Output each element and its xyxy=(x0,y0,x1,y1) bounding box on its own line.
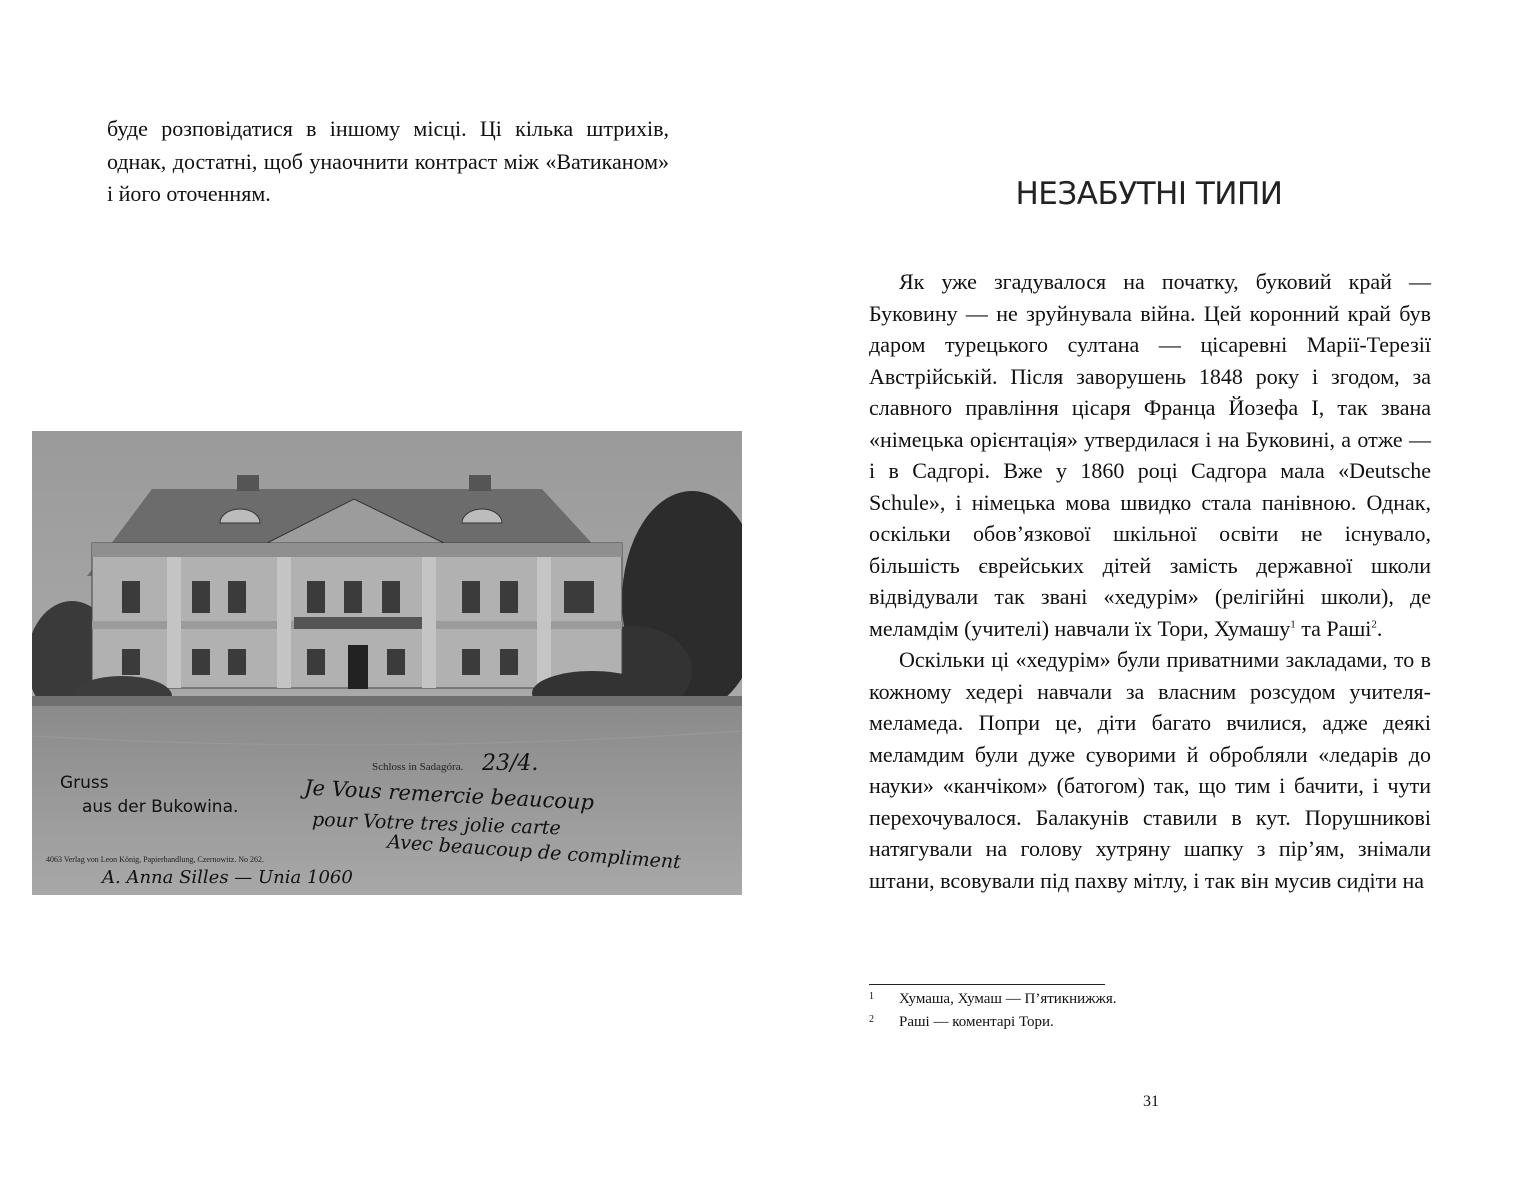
footnote-2 xyxy=(869,1011,1431,1034)
footnote-text: Раші — коментарі Тори. xyxy=(899,1014,1054,1030)
footnote-ref-1[interactable]: 1 xyxy=(1290,618,1296,631)
chapter-heading: НЕЗАБУТНІ ТИПИ xyxy=(1015,176,1283,212)
footnote-ref-2[interactable]: 2 xyxy=(1371,618,1377,631)
footnote-1 xyxy=(869,988,1431,1011)
left-page-text: буде розповідатися в іншому місці. Ці кілька штрихів, однак, достатні, щоб унаочнити контраст між «Ватиканом» і його оточенням. xyxy=(107,116,669,206)
postcard-caption: Schloss in Sadagóra. xyxy=(372,761,464,773)
postcard-greeting-2: aus der Bukowina. xyxy=(82,797,239,817)
footnote-number: 2 xyxy=(869,1014,874,1025)
paragraph-1: Як уже згадувалося на початку, буковий край — Буковину — не зруйнувала війна. Цей коронний край був даром турецького султана — цісаревні Марії-Терезії Австрійській. Після заворушень 1848 року і згодом, за славного правління цісаря Франца Йозефа I, так звана «німецька орієнтація» утвердилася і на Буковині, а отже — і в Садгорі. Вже у 1860 році Садгора мала «Deutsche Schule», і німецька мова швидко стала панівною. Однак, оскільки обов’язкової шкільної освіти не існувало, більшість єврейських дітей замість державної школи відвідували так звані «хедурім» (релігійні школи), де меламдім (учителі) навчали їх Тори, Хумашу$^1$ та Раші$^2$. xyxy=(869,269,1431,641)
handwriting-line-1: Je Vous remercie beaucoup xyxy=(303,775,595,815)
chapter-body xyxy=(869,266,1431,896)
footnotes xyxy=(869,988,1431,1034)
handwriting-line-2: pour Votre tres jolie carte xyxy=(311,808,562,840)
handwriting-signature: A. Anna Silles — Unia 1060 xyxy=(102,867,353,888)
footnote-divider xyxy=(869,984,1105,985)
postcard-greeting-1: Gruss xyxy=(60,773,109,793)
footnote-text: Хумаша, Хумаш — П’ятикнижжя. xyxy=(899,991,1117,1007)
handwriting-line-3: Avec beaucoup de compliment xyxy=(386,830,682,874)
postcard-photo xyxy=(32,431,742,895)
page-number: 31 xyxy=(1143,1093,1159,1110)
footnote-number: 1 xyxy=(869,991,874,1002)
paragraph-2: Оскільки ці «хедурім» були приватними закладами, то в кожному хедері навчали за власним розсудом учителя-меламеда. Попри це, діти багато вчилися, адже деякі меламдим були дуже суворими й обробляли «ледарів до науки» «канчіком» (батогом) так, що тим і бачити, і чути перехочувалося. Балакунів ставили в кут. Порушникові натягували на голову хутряну шапку з пір’ям, знімали штани, всовували під пахву мітлу, і так він мусив сидіти на xyxy=(869,647,1431,893)
handwriting-date: 23/4. xyxy=(482,751,539,776)
right-page xyxy=(768,0,1536,1182)
postcard-publisher: 4063 Verlag von Leon König, Papierhandlung, Czernowitz. No 262. xyxy=(46,855,265,864)
